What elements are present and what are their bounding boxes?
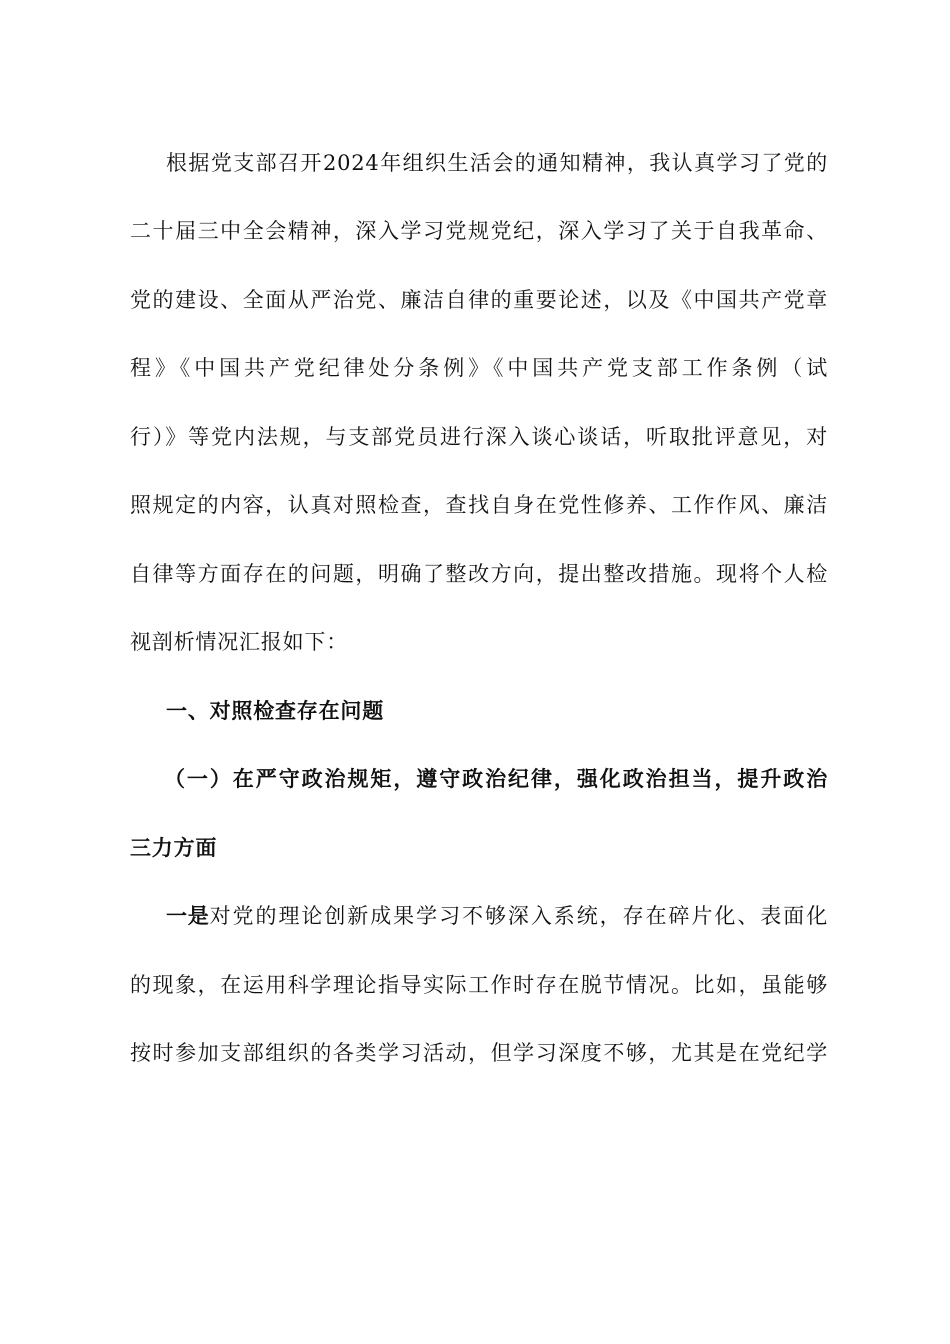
subsection-heading-line: （一）在严守政治规矩，遵守政治纪律，强化政治担当，提升政治 xyxy=(164,767,828,791)
paragraph-line: 程》《中国共产党纪律处分条例》《中国共产党支部工作条例（试 xyxy=(130,356,828,380)
subsection-heading-line: 三力方面 xyxy=(130,836,218,860)
point-text: 对党的理论创新成果学习不够深入系统，存在碎片化、表面化 xyxy=(209,904,828,928)
paragraph-line: 二十届三中全会精神，深入学习党规党纪，深入学习了关于自我革命、 xyxy=(130,219,828,243)
paragraph-line xyxy=(166,901,828,931)
paragraph-line: 行）》等党内法规，与支部党员进行深入谈心谈话，听取批评意见，对 xyxy=(130,425,828,449)
paragraph-line: 根据党支部召开2024年组织生活会的通知精神，我认真学习了党的 xyxy=(166,151,828,175)
section-heading: 一、对照检查存在问题 xyxy=(166,699,384,723)
paragraph-line: 照规定的内容，认真对照检查，查找自身在党性修养、工作作风、廉洁 xyxy=(130,493,828,517)
paragraph-line: 视剖析情况汇报如下： xyxy=(130,630,348,654)
paragraph-line: 自律等方面存在的问题，明确了整改方向，提出整改措施。现将个人检 xyxy=(130,562,828,586)
paragraph-line: 的现象，在运用科学理论指导实际工作时存在脱节情况。比如，虽能够 xyxy=(130,973,828,997)
point-lead: 一是 xyxy=(166,904,210,928)
paragraph-line: 党的建设、全面从严治党、廉洁自律的重要论述，以及《中国共产党章 xyxy=(130,288,828,312)
paragraph-line: 按时参加支部组织的各类学习活动，但学习深度不够，尤其是在党纪学 xyxy=(130,1041,828,1065)
